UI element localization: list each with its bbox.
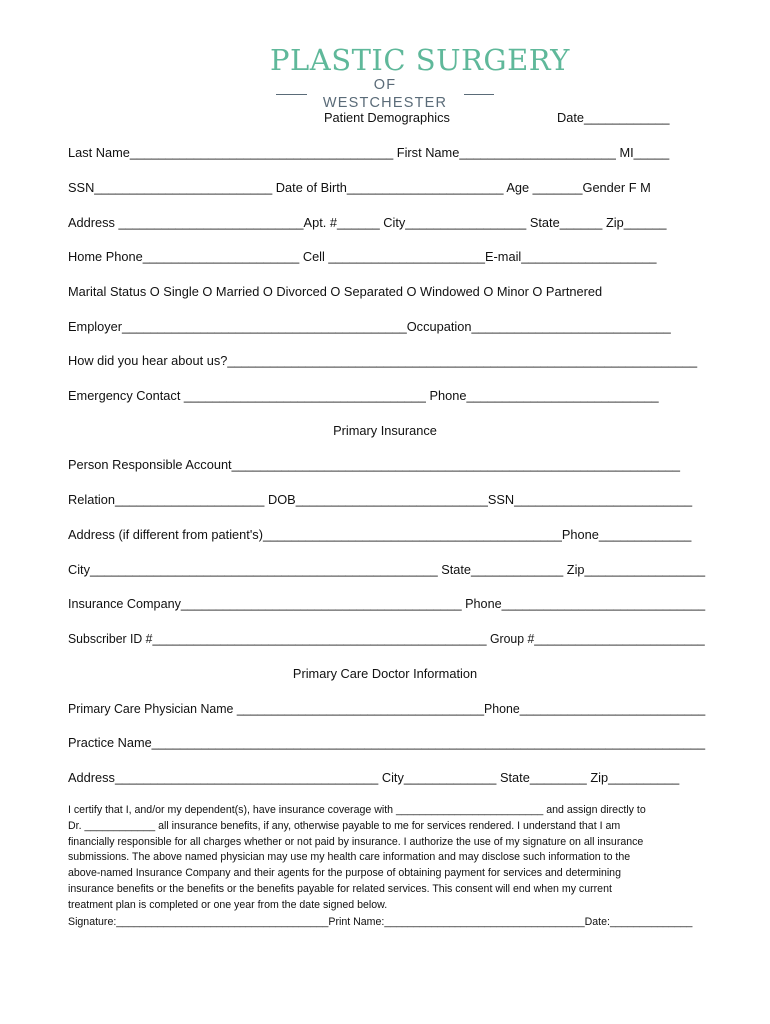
date-field[interactable]: Date____________ bbox=[557, 110, 670, 125]
practice-logo bbox=[270, 43, 570, 112]
primary-insurance-heading: Primary Insurance bbox=[333, 423, 437, 438]
logo-subtitle-row bbox=[270, 76, 500, 112]
primary-care-heading: Primary Care Doctor Information bbox=[292, 666, 478, 681]
referral-row[interactable]: How did you hear about us?__________________________________________________________________ bbox=[68, 353, 698, 368]
practice-name-row[interactable]: Practice Name______________________________________________________________________________ bbox=[68, 735, 706, 750]
signature-row[interactable]: Signature:____________________________________Print Name:__________________________________Date:______________ bbox=[68, 916, 693, 928]
logo-rule-left bbox=[276, 94, 307, 95]
logo-rule-right bbox=[464, 94, 495, 95]
person-responsible-row[interactable]: Person Responsible Account_______________________________________________________________ bbox=[68, 457, 680, 472]
ssn-dob-row[interactable]: SSN_________________________ Date of Birth______________________ Age _______Gender F M bbox=[68, 180, 651, 195]
logo-subtitle: OF WESTCHESTER bbox=[322, 77, 448, 111]
marital-status-row[interactable]: Marital Status O Single O Married O Divorced O Separated O Windowed O Minor O Partnered bbox=[68, 284, 603, 299]
insured-city-row[interactable]: City_________________________________________________ State_____________ Zip_________________ bbox=[68, 562, 706, 577]
relation-row[interactable]: Relation_____________________ DOB___________________________SSN_________________________ bbox=[68, 492, 693, 507]
phone-row[interactable]: Home Phone______________________ Cell ______________________E-mail___________________ bbox=[68, 249, 657, 264]
name-row[interactable]: Last Name_____________________________________ First Name______________________ MI_____ bbox=[68, 145, 670, 160]
insurance-company-row[interactable]: Insurance Company________________________________________ Phone_____________________________ bbox=[68, 596, 706, 611]
form-title: Patient Demographics bbox=[324, 110, 450, 125]
practice-address-row[interactable]: Address_____________________________________ City_____________ State________ Zip__________ bbox=[68, 770, 680, 785]
insured-address-row[interactable]: Address (if different from patient's)__________________________________________Phone_____________ bbox=[68, 527, 692, 542]
employer-row[interactable]: Employer________________________________________Occupation____________________________ bbox=[68, 319, 671, 334]
emergency-contact-row[interactable]: Emergency Contact __________________________________ Phone___________________________ bbox=[68, 388, 659, 403]
address-row[interactable]: Address __________________________Apt. #______ City_________________ State______ Zip______ bbox=[68, 215, 667, 230]
logo-title: PLASTIC SURGERY bbox=[270, 43, 570, 77]
physician-row[interactable]: Primary Care Physician Name ____________________________________Phone___________________________ bbox=[68, 701, 706, 716]
consent-paragraph: I certify that I, and/or my dependent(s), have insurance coverage with _________________________ and assign directly to Dr. ____________ all insurance benefits, if any, otherwise payable to me for services rendered. I understand that I am financially responsible for all charges whether or not paid by insurance. I authorize the use of my signature on all insurance submissions. The above named physician may use my health care information and may disclose such information to the above-named Insurance Company and their agents for the purpose of obtaining payment for services and determining insurance benefits or the benefits or the benefits payable for related services. This consent will end when my current treatment plan is completed or one year from the date signed below. bbox=[68, 804, 646, 911]
subscriber-row[interactable]: Subscriber ID #_________________________________________________ Group #_________________________ bbox=[68, 631, 705, 646]
